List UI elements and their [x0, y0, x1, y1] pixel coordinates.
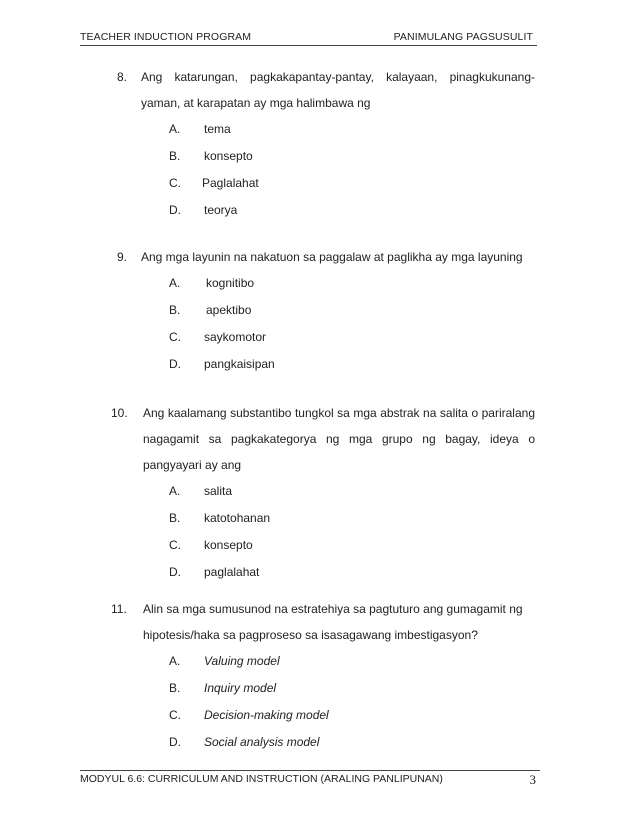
choice-text: tema: [204, 122, 231, 136]
choice-b[interactable]: [131, 675, 535, 702]
question-stem-line: Ang kaalamang substantibo tungkol sa mga abstrak na salita o pariralang: [143, 406, 535, 420]
page-footer: [80, 770, 540, 788]
question-number: 8.: [117, 70, 128, 84]
choice-text: konsepto: [204, 149, 253, 163]
choice-letter: C.: [169, 176, 181, 190]
header-program-title: TEACHER INDUCTION PROGRAM: [80, 31, 252, 43]
page-header: [80, 31, 537, 46]
choice-text: Valuing model: [204, 654, 280, 668]
choice-letter: A.: [169, 484, 181, 498]
choice-list: [131, 116, 535, 224]
choice-a[interactable]: [131, 116, 535, 143]
choice-text: paglalahat: [204, 565, 260, 579]
question-9: [117, 244, 535, 378]
choice-letter: A.: [169, 276, 181, 290]
choice-c[interactable]: [131, 170, 535, 197]
question-stem-line: yaman, at karapatan ay mga halimbawa ng: [141, 96, 371, 110]
question-number: 10.: [111, 406, 128, 420]
question-8: [117, 64, 535, 224]
question-number: 9.: [117, 250, 128, 264]
question-stem-line: pangyayari ay ang: [143, 458, 242, 472]
choice-letter: C.: [169, 538, 181, 552]
choice-text: kognitibo: [206, 276, 255, 290]
question-stem-line: Ang mga layunin na nakatuon sa paggalaw at paglikha ay mga layuning: [141, 250, 523, 264]
question-number: 11.: [111, 602, 127, 616]
question-11: [111, 596, 535, 756]
choice-list: [131, 270, 535, 378]
choice-text: Paglalahat: [202, 176, 259, 190]
choice-letter: C.: [169, 708, 181, 722]
choice-text: apektibo: [206, 303, 252, 317]
choice-letter: D.: [169, 203, 181, 217]
choice-b[interactable]: [131, 143, 535, 170]
question-stem-line: Alin sa mga sumusunod na estratehiya sa pagtuturo ang gumagamit ng: [143, 602, 523, 616]
choice-a[interactable]: [131, 478, 535, 505]
choice-text: Decision-making model: [204, 708, 329, 722]
choice-text: saykomotor: [204, 330, 267, 344]
choice-text: pangkaisipan: [204, 357, 275, 371]
choice-text: salita: [204, 484, 233, 498]
choice-letter: A.: [169, 122, 181, 136]
choice-c[interactable]: [131, 324, 535, 351]
choice-text: Inquiry model: [204, 681, 277, 695]
choice-letter: B.: [169, 511, 181, 525]
choice-letter: A.: [169, 654, 181, 668]
choice-text: teorya: [204, 203, 238, 217]
choice-a[interactable]: [131, 648, 535, 675]
choice-text: katotohanan: [204, 511, 271, 525]
choice-d[interactable]: [131, 729, 535, 756]
choice-letter: D.: [169, 565, 181, 579]
question-10: [111, 400, 535, 586]
page-number: 3: [529, 772, 536, 787]
choice-d[interactable]: [131, 197, 535, 224]
choice-list: [131, 648, 535, 756]
choice-text: Social analysis model: [204, 735, 320, 749]
question-stem-line: hipotesis/haka sa pagproseso sa isasagawang imbestigasyon?: [143, 628, 478, 642]
choice-letter: D.: [169, 357, 181, 371]
choice-letter: D.: [169, 735, 181, 749]
choice-d[interactable]: [131, 559, 535, 586]
choice-text: konsepto: [204, 538, 253, 552]
choice-c[interactable]: [131, 702, 535, 729]
footer-module-title: MODYUL 6.6: CURRICULUM AND INSTRUCTION (ARALING PANLIPUNAN): [80, 773, 443, 785]
header-section-title: PANIMULANG PAGSUSULIT: [393, 31, 533, 43]
question-stem-line: nagagamit sa pagkakategorya ng mga grupo ng bagay, ideya o: [143, 432, 535, 446]
choice-c[interactable]: [131, 532, 535, 559]
choice-letter: C.: [169, 330, 181, 344]
choice-b[interactable]: [131, 505, 535, 532]
question-stem-line: Ang katarungan, pagkakapantay-pantay, kalayaan, pinagkukunang-: [141, 70, 535, 84]
choice-letter: B.: [169, 149, 181, 163]
choice-b[interactable]: [131, 297, 535, 324]
choice-list: [131, 478, 535, 586]
choice-a[interactable]: [131, 270, 535, 297]
choice-d[interactable]: [131, 351, 535, 378]
choice-letter: B.: [169, 681, 181, 695]
choice-letter: B.: [169, 303, 181, 317]
